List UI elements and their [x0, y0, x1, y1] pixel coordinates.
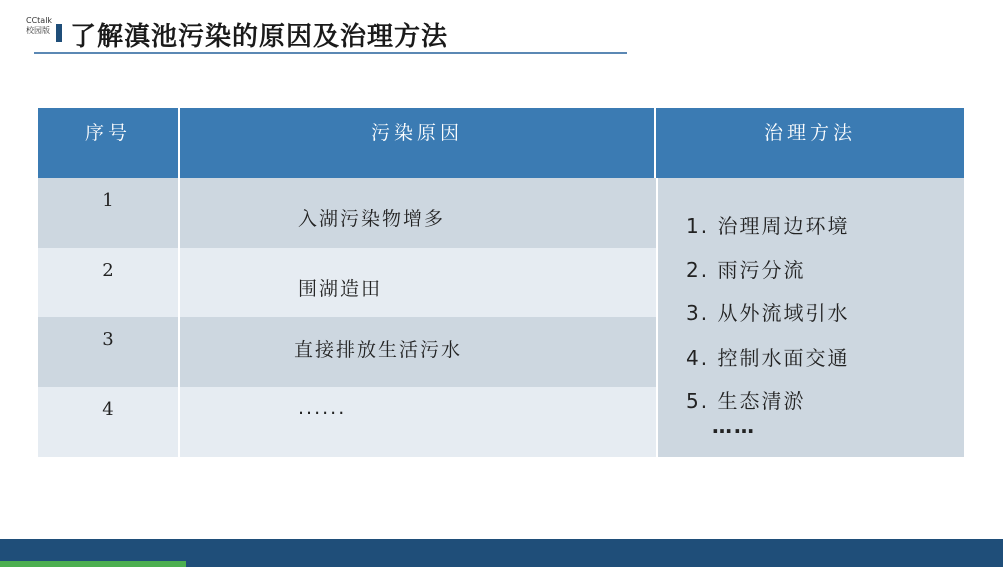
footer-progress-accent: [0, 561, 186, 567]
method-4: 4. 控制水面交通: [686, 346, 850, 370]
row-2-cause: 围湖造田: [180, 248, 656, 317]
row-4-index: 4: [38, 387, 180, 457]
watermark-line1: CCtalk: [26, 16, 53, 25]
row-3-index: 3: [38, 317, 180, 387]
title-underline: [34, 52, 627, 54]
header-method: 治理方法: [656, 108, 964, 178]
method-1: 1. 治理周边环境: [686, 214, 850, 238]
method-3: 3. 从外流域引水: [686, 301, 850, 325]
title-marker: [56, 24, 62, 42]
method-5: 5. 生态清淤: [686, 389, 806, 413]
row-4-cause: ......: [180, 387, 656, 457]
header-cause: 污染原因: [180, 108, 656, 178]
row-1-cause: 入湖污染物增多: [180, 178, 656, 248]
method-ellipsis: ……: [712, 414, 756, 438]
watermark-line2: 校园版: [26, 26, 50, 35]
slide-title: 了解滇池污染的原因及治理方法: [70, 22, 449, 52]
pollution-table: [38, 108, 964, 457]
header-index: 序号: [38, 108, 180, 178]
row-2-index: 2: [38, 248, 180, 317]
method-2: 2. 雨污分流: [686, 258, 806, 282]
cctalk-watermark: [26, 16, 60, 36]
methods-cell: [656, 178, 964, 457]
row-1-index: 1: [38, 178, 180, 248]
row-3-cause: 直接排放生活污水: [180, 317, 656, 387]
